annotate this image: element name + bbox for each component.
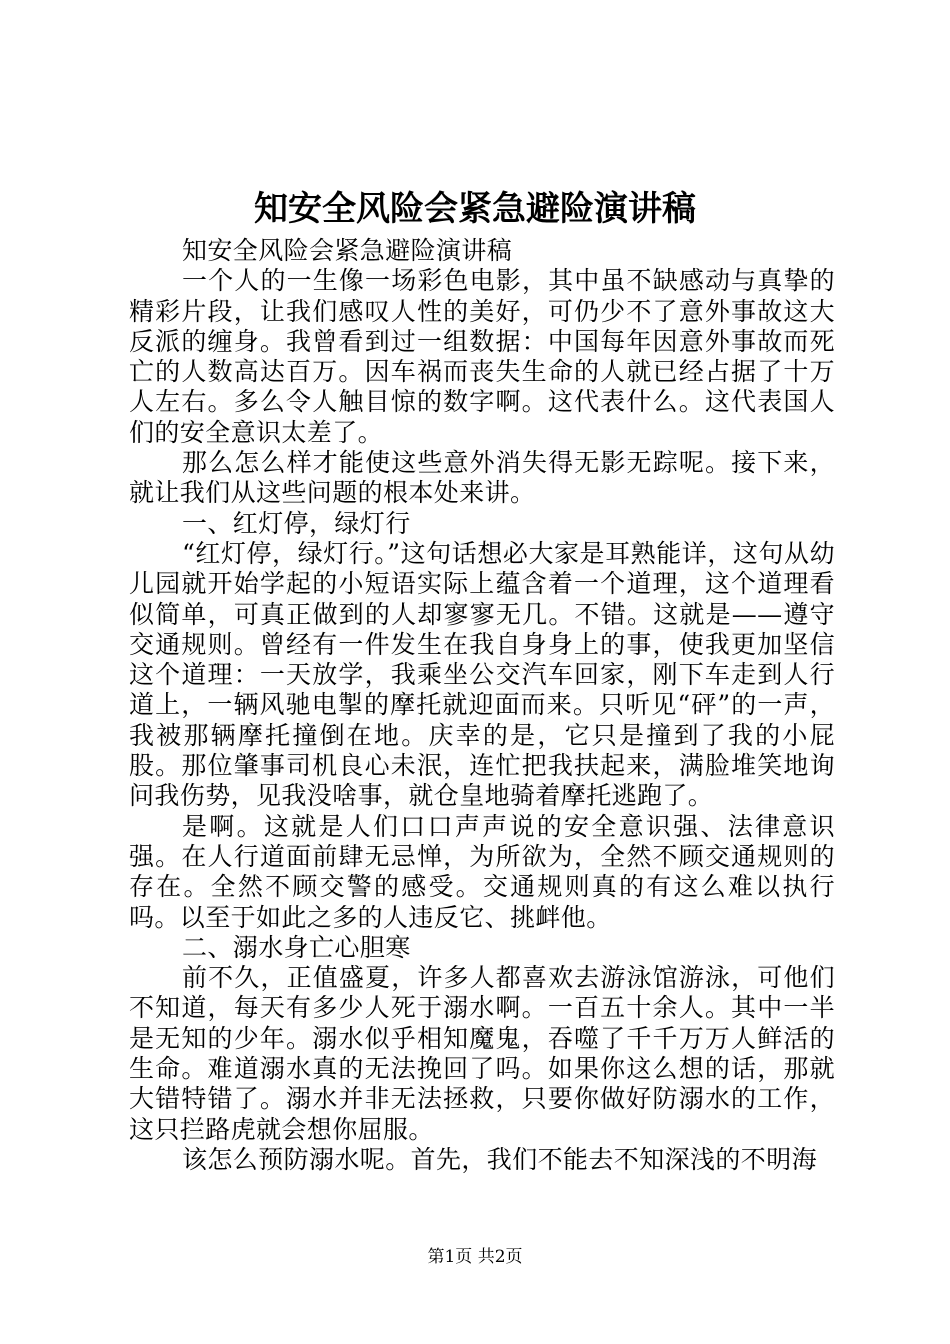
paragraph-traffic-story: “红灯停，绿灯行。”这句话想必大家是耳熟能详，这句从幼儿园就开始学起的小短语实际上蕴含着一个道理，这个道理看似简单，可真正做到的人却寥寥无几。不错。这就是——遵守交通规则。曾经有一件发生在我自身身上的事，使我更加坚信这个道理：一天放学，我乘坐公交汽车回家，刚下车走到人行道上，一辆风驰电掣的摩托就迎面而来。只听见“砰”的一声，我被那辆摩托撞倒在地。庆幸的是，它只是撞到了我的小屁股。那位肇事司机良心未泯，连忙把我扶起来，满脸堆笑地询问我伤势，见我没啥事，就仓皇地骑着摩托逃跑了。: [129, 538, 835, 811]
paragraph-intro: 一个人的一生像一场彩色电影，其中虽不缺感动与真挚的精彩片段，让我们感叹人性的美好，可仍少不了意外事故这大反派的缠身。我曾看到过一组数据：中国每年因意外事故而死亡的人数高达百万。因车祸而丧失生命的人就已经占据了十万人左右。多么令人触目惊的数字啊。这代表什么。这代表国人们的安全意识太差了。: [129, 266, 835, 447]
page-footer: 第1页 共2页: [427, 1247, 523, 1267]
paragraph-transition: 那么怎么样才能使这些意外消失得无影无踪呢。接下来，就让我们从这些问题的根本处来讲。: [129, 448, 835, 508]
paragraph-drowning-prevention: 该怎么预防溺水呢。首先，我们不能去不知深浅的不明海: [182, 1144, 818, 1174]
section-heading-traffic: 一、红灯停，绿灯行: [182, 508, 411, 538]
paragraph-traffic-reflection: 是啊。这就是人们口口声声说的安全意识强、法律意识强。在人行道面前肆无忌惮，为所欲为，全然不顾交通规则的存在。全然不顾交警的感受。交通规则真的有这么难以执行吗。以至于如此之多的人违反它、挑衅他。: [129, 811, 835, 932]
paragraph-subtitle: 知安全风险会紧急避险演讲稿: [182, 236, 513, 265]
section-heading-drowning: 二、溺水身亡心胆寒: [182, 932, 411, 962]
document-body: [129, 236, 835, 1175]
paragraph-drowning: 前不久，正值盛夏，许多人都喜欢去游泳馆游泳，可他们不知道，每天有多少人死于溺水啊。一百五十余人。其中一半是无知的少年。溺水似乎相知魔鬼，吞噬了千千万万人鲜活的生命。难道溺水真的无法挽回了吗。如果你这么想的话，那就大错特错了。溺水并非无法拯救，只要你做好防溺水的工作，这只拦路虎就会想你屈服。: [129, 963, 835, 1144]
document-title: 知安全风险会紧急避险演讲稿: [254, 189, 696, 229]
